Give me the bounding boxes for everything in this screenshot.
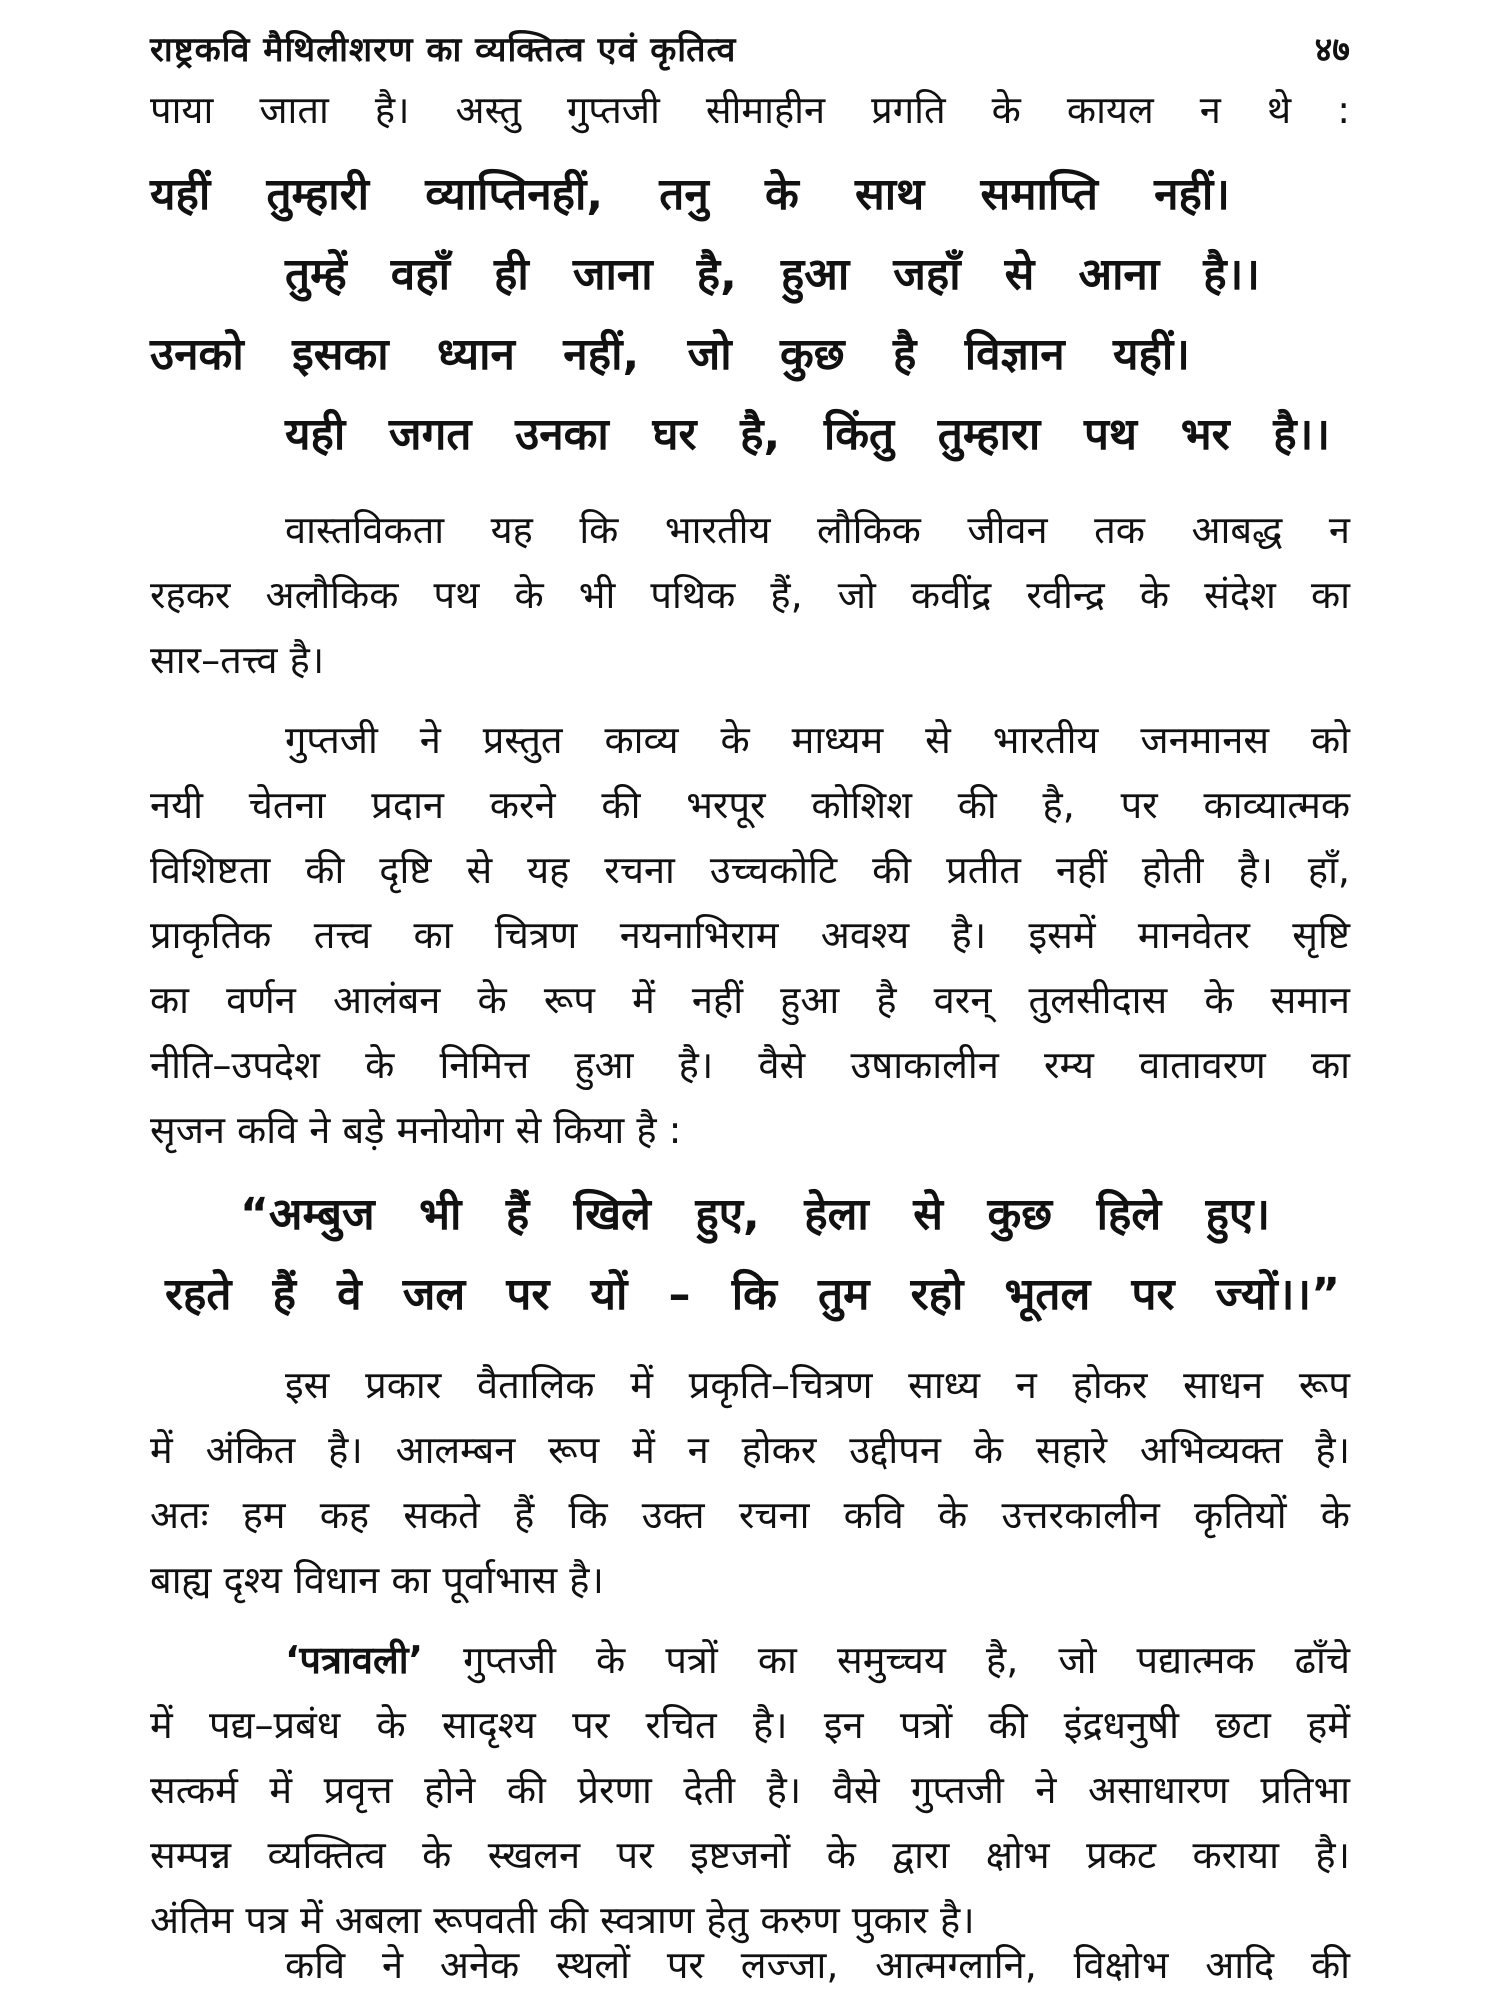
text-line-rest: गुप्तजी के पत्रों का समुच्चय है, जो पद्यात्मक ढाँचे xyxy=(463,1638,1350,1682)
text-line: वास्तविकता यह कि भारतीय लौकिक जीवन तक आबद्ध न xyxy=(285,508,1350,552)
text-line: विशिष्टता की दृष्टि से यह रचना उच्चकोटि की प्रतीत नहीं होती है। हाँ, xyxy=(150,848,1350,892)
text-line: प्राकृतिक तत्त्व का चित्रण नयनाभिराम अवश्य है। इसमें मानवेतर सृष्टि xyxy=(150,913,1350,957)
text-line: सम्पन्न व्यक्तित्व के स्खलन पर इष्टजनों के द्वारा क्षोभ प्रकट कराया है। xyxy=(150,1833,1350,1877)
text-line: नयी चेतना प्रदान करने की भरपूर कोशिश की है, पर काव्यात्मक xyxy=(150,783,1350,827)
text-line: बाह्य दृश्य विधान का पूर्वाभास है। xyxy=(150,1558,604,1602)
verse-line: उनको इसका ध्यान नहीं, जो कुछ है विज्ञान यहीं। xyxy=(150,329,1190,380)
text-line: अंतिम पत्र में अबला रूपवती की स्वत्राण हेतु करुण पुकार है। xyxy=(150,1898,975,1942)
text-line: रहकर अलौकिक पथ के भी पथिक हैं, जो कवींद्र रवीन्द्र के संदेश का xyxy=(150,573,1350,617)
verse-line: रहते हैं वे जल पर यों – कि तुम रहो भूतल पर ज्यों।।” xyxy=(165,1269,1340,1320)
verse-line: यही जगत उनका घर है, किंतु तुम्हारा पथ भर है।। xyxy=(285,409,1330,460)
work-title-patravali: ‘पत्रावली’ xyxy=(285,1638,424,1682)
text-line: पाया जाता है। अस्तु गुप्तजी सीमाहीन प्रगति के कायल न थे : xyxy=(150,88,1350,132)
text-line: नीति–उपदेश के निमित्त हुआ है। वैसे उषाकालीन रम्य वातावरण का xyxy=(150,1043,1350,1087)
text-line: सृजन कवि ने बड़े मनोयोग से किया है : xyxy=(150,1108,682,1152)
verse-line: “अम्बुज भी हैं खिले हुए, हेला से कुछ हिले हुए। xyxy=(240,1189,1270,1240)
text-line: कवि ने अनेक स्थलों पर लज्जा, आत्मग्लानि, विक्षोभ आदि की xyxy=(285,1943,1350,1987)
verse-line: तुम्हें वहाँ ही जाना है, हुआ जहाँ से आना है।। xyxy=(285,249,1260,300)
text-line: सत्कर्म में प्रवृत्त होने की प्रेरणा देती है। वैसे गुप्तजी ने असाधारण प्रतिभा xyxy=(150,1768,1350,1812)
text-line xyxy=(285,1630,1350,1690)
text-line: का वर्णन आलंबन के रूप में नहीं हुआ है वरन् तुलसीदास के समान xyxy=(150,978,1350,1022)
text-line: गुप्तजी ने प्रस्तुत काव्य के माध्यम से भारतीय जनमानस को xyxy=(285,718,1350,762)
page-number: ४७ xyxy=(1314,30,1350,70)
text-line: सार–तत्त्व है। xyxy=(150,638,325,682)
text-line: अतः हम कह सकते हैं कि उक्त रचना कवि के उत्तरकालीन कृतियों के xyxy=(150,1493,1350,1537)
text-line: में अंकित है। आलम्बन रूप में न होकर उद्दीपन के सहारे अभिव्यक्त है। xyxy=(150,1428,1350,1472)
running-header-title: राष्ट्रकवि मैथिलीशरण का व्यक्तित्व एवं कृतित्व xyxy=(150,30,737,70)
text-line: इस प्रकार वैतालिक में प्रकृति–चित्रण साध्य न होकर साधन रूप xyxy=(285,1363,1350,1407)
running-header xyxy=(150,20,1350,80)
text-line: में पद्य–प्रबंध के सादृश्य पर रचित है। इन पत्रों की इंद्रधनुषी छटा हमें xyxy=(150,1703,1350,1747)
verse-line: यहीं तुम्हारी व्याप्तिनहीं, तनु के साथ समाप्ति नहीं। xyxy=(150,169,1230,220)
